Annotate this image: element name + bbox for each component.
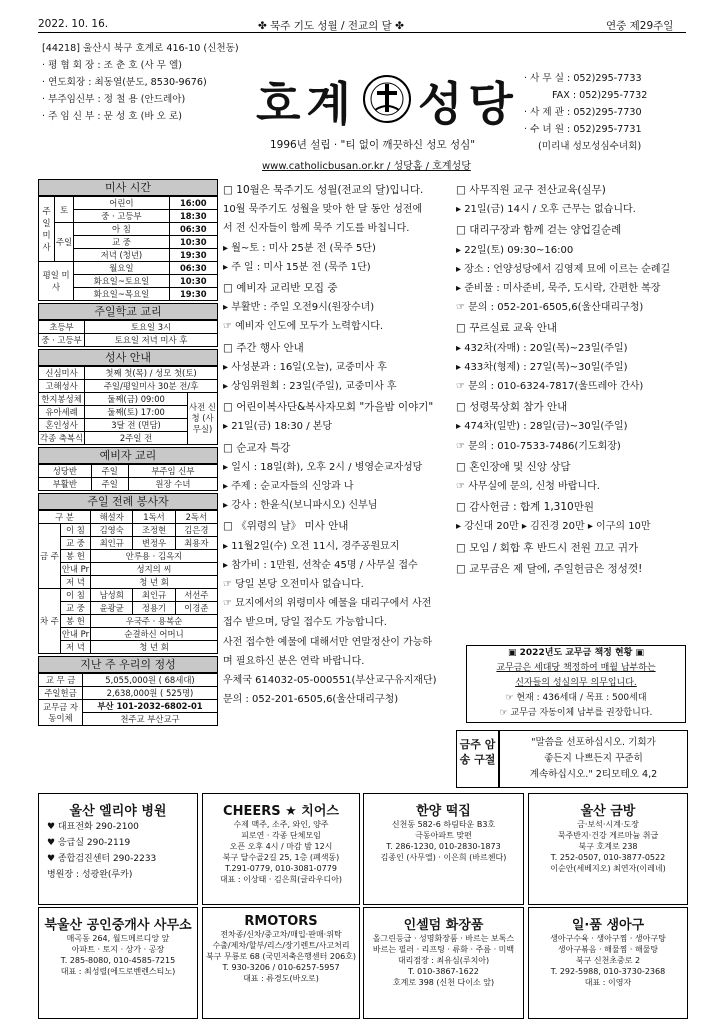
assistant-priest: · 부주임신부 : 정 철 용 (안드레아) xyxy=(42,94,186,105)
offering-title: 지난 주 우리의 정성 xyxy=(38,656,218,673)
mid-line: 며 필요하신 분은 연락 바랍니다. xyxy=(223,655,365,667)
ad-line: T. 292-5988, 010-3730-2368 xyxy=(550,967,666,976)
right-heading: □ 대리구장과 함께 걷는 양업길순례 xyxy=(456,224,622,237)
mid-heading: □ 어린이복사단&복사자모회 "가을밤 이야기" xyxy=(223,401,434,414)
ad-line: 바르는 필러 · 리프팅 · 류화 · 주름 · 미백 xyxy=(372,945,515,954)
right-line: ▸ 433차(형제) : 27일(목)~30일(주일) xyxy=(456,361,628,373)
mid-heading: □ 주간 행사 안내 xyxy=(223,341,304,354)
ad-box xyxy=(363,907,524,1019)
ad-line: 묵주반지·건강 게르마늄 취급 xyxy=(557,831,659,840)
right-heading: □ 사무직원 교구 전산교육(실무) xyxy=(456,184,606,196)
ad-box xyxy=(38,907,198,1019)
mid-line: ▸ 11월2일(수) 오전 11시, 경주공원묘지 xyxy=(223,540,400,552)
mid-line: 사전 접수한 예물에 대해서만 연말정산이 가능하 xyxy=(223,636,433,648)
mass-times-title: 미사 시간 xyxy=(38,179,218,196)
mid-line: 10월 묵주기도 성월을 맞아 한 달 동안 성전에 xyxy=(223,204,423,216)
ad-line: 수출/제차/할부/리스/장기렌트/사고처리 xyxy=(212,941,350,950)
ad-line: T. 286-1230, 010-2830-1873 xyxy=(386,842,501,851)
title-hogye: 호계 xyxy=(256,77,357,131)
header-contacts-left xyxy=(42,40,239,125)
sunday-school-title: 주일학교 교리 xyxy=(38,303,218,320)
right-line: ☞ 사무실에 문의, 신청 바랍니다. xyxy=(456,481,600,493)
ad-line: 북구 달수골2길 25, 1층 (폐색동) xyxy=(222,853,340,862)
mid-line: 접수 받으며, 당일 접수도 가능합니다. xyxy=(223,617,387,629)
website-link[interactable]: www.catholicbusan.or.kr / 성당홈 / 호계성당 xyxy=(262,161,471,172)
mid-line: 문의 : 052-201-6505,6(울산대리구청) xyxy=(223,694,399,706)
yeondo-president: · 연도회장 : 최동열(분도, 8530-9676) xyxy=(42,77,207,88)
catechumen-table: 성당반 주일 부주임 신부 부활반 주일 원장 수녀 xyxy=(38,464,218,491)
ad-line: 병원장 : 성광완(루카) xyxy=(47,870,133,880)
mid-line: ▸ 일시 : 18일(화), 오후 2시 / 병영순교자성당 xyxy=(223,461,423,473)
header-contacts-right xyxy=(524,70,647,155)
right-line: ▸ 장소 : 언양성당에서 김영제 묘에 이르는 순례길 xyxy=(456,263,671,275)
mid-line: ▸ 사성분과 : 16일(오늘), 교중미사 후 xyxy=(223,361,387,373)
ad-line: T. 285-8080, 010-4585-7215 xyxy=(60,956,176,965)
mid-line: ▸ 참가비 : 1만원, 선착순 45명 / 사무실 접수 xyxy=(223,559,418,571)
right-line: ▸ 강신대 20만 ▸ 김진경 20만 ▸ 이구의 10만 xyxy=(456,521,651,533)
title-seongdang: 성당 xyxy=(418,77,519,131)
offering-table: 교 무 금 5,055,000원 ( 68세대) 주일헌금 2,638,000원 ( 525명) 교무금 자동이체 부산 101-2032-6802-01 천주교 부산교구 xyxy=(38,673,218,726)
ad-line: ♥ 대표전화 290-2100 xyxy=(47,822,139,832)
convent-phone: · 수 녀 원 : 052)295-7731 xyxy=(524,124,642,135)
mid-line: 우체국 614032-05-000551(부산교구유지재단) xyxy=(223,675,437,687)
middle-column xyxy=(223,181,455,709)
mid-line: ▸ 주제 : 순교자들의 신앙과 나 xyxy=(223,481,354,493)
top-rule xyxy=(38,32,686,33)
parish-emblem-icon xyxy=(362,74,412,124)
ad-line: T.291-0779, 010-3081-0779 xyxy=(225,864,337,873)
ad-box xyxy=(202,907,360,1019)
ad-line: T. 930-3206 / 010-6257-5957 xyxy=(222,963,340,972)
ad-line: 대표 : 이영자 xyxy=(584,978,632,987)
established: 1996년 설립 · "티 없이 깨끗하신 성모 성심" xyxy=(270,139,476,151)
ad-line: 대표 : 류경도(바오로) xyxy=(243,974,319,983)
left-column xyxy=(38,179,218,726)
mid-line: ▸ 부활반 : 주일 오전9시(원장수녀) xyxy=(223,302,375,314)
ad-line: 김종인 (사무엘) · 이은희 (바르첸다) xyxy=(380,853,507,862)
ad-line: 전차종/신차/중고차/매입·판매·위탁 xyxy=(220,930,342,939)
mid-line: ▸ 월~토 : 미사 25분 전 (묵주 5단) xyxy=(223,242,376,254)
ad-line: 신천동 582-6 하림타운 B3호 xyxy=(391,820,496,829)
ad-box xyxy=(202,793,360,905)
ad-title: 인셀덤 화장품 xyxy=(403,918,484,933)
right-heading: □ 성령묵상회 참가 안내 xyxy=(456,401,568,414)
right-line: ▸ 21일(금) 14시 / 오후 근무는 없습니다. xyxy=(456,204,636,216)
monthly-theme: ✤ 묵주 기도 성월 / 전교의 달 ✤ xyxy=(258,20,404,32)
ad-line: T. 252-0507, 010-3877-0522 xyxy=(550,853,666,862)
right-heading: □ 감사헌금 : 합계 1,310만원 xyxy=(456,501,595,514)
ad-title: 북울산 공인중개사 사무소 xyxy=(44,918,192,933)
ad-title: 한양 떡집 xyxy=(416,804,471,819)
council-president: · 평 협 회 장 : 조 춘 호 (사 무 엘) xyxy=(42,60,182,71)
ad-line: 북구 신천초중로 2 xyxy=(575,956,641,965)
liturgy-servers-table: 구 분 해설자 1독서 2독서 금 주 이 침 김영숙 조정현 김은경 교 중 최인규 변정우 최용자 봉 헌 안루용 · 김옥지 안내 Pr 성지의 씨 저 녁 청 년 회 차 주 이 침 남성희 최인규 서선주 교 중 윤광균 정용기 이경준 봉 헌 우국주 · 용복순 안내 Pr 순결하신 어머니 저 녁 청 년 회 xyxy=(38,510,218,654)
catechumen-title: 예비자 교리 xyxy=(38,447,218,464)
mid-line: ▸ 강사 : 한윤식(보니파시오) 신부님 xyxy=(223,500,378,512)
fax: FAX : 052)295-7732 xyxy=(552,90,648,101)
mid-heading: □ 순교자 특강 xyxy=(223,441,291,454)
ad-line: 생아구볶음 · 해물찜 · 해물탕 xyxy=(557,945,659,954)
mid-line: 서 전 신자들이 함께 묵주 기도를 바칩니다. xyxy=(223,223,410,235)
sunday-school-table: 초등부 토요일 3시 중 · 고등부 토요일 저녁 미사 후 xyxy=(38,320,218,347)
right-line: ▸ 준비물 : 미사준비, 묵주, 도시락, 간편한 복장 xyxy=(456,283,661,295)
liturgy-servers-title: 주일 전례 봉사자 xyxy=(38,493,218,510)
ad-box xyxy=(38,793,198,905)
mid-line: ☞ 예비자 인도에 모두가 노력합시다. xyxy=(223,321,384,333)
mid-line: ▸ 주 일 : 미사 15분 전 (묵주 1단) xyxy=(223,261,371,273)
right-heading: □ 교무금은 제 달에, 주일헌금은 정성껏! xyxy=(456,562,643,575)
ad-line: 생아구수육 · 생아구찜 · 생아구탕 xyxy=(550,934,666,943)
verse-label: 금주 암송 구절 xyxy=(456,730,499,788)
sacraments-table: 신심미사 첫째 첫(목) / 성모 첫(토) 고해성사 주일/평일미사 30분 전/후 한지봉성체 둘째(금) 09:00 사전 신청 (사무실) 유아세례 둘째(토) 17:00 혼인성사 3달 전 (면담) 각종 축복식 2주일 전 xyxy=(40,368,216,443)
ad-line: 매곡동 264, 월드메르디앙 앞 xyxy=(66,934,170,943)
ad-line: 대표 : 최성렬(에드로벤렌스티노) xyxy=(60,967,176,976)
mid-line: ▸ 상임위원회 : 23일(주일), 교중미사 후 xyxy=(223,381,397,393)
ad-line: 피로연 · 각종 단체모임 xyxy=(241,831,321,840)
mid-line: ☞ 묘지에서의 위령미사 예물을 대리구에서 사전 xyxy=(223,598,432,610)
ad-line: 수제 맥주, 소주, 와인, 양주 xyxy=(233,820,329,829)
weekly-verse: "말씀을 선포하십시오. 기회가 좋든지 나쁘든지 꾸준히 계속하십시오." 2티모테오 4,2 xyxy=(499,730,688,788)
ad-line: 극동아파트 맞편 xyxy=(415,831,472,840)
liturgical-week: 연중 제29주일 xyxy=(606,20,674,32)
ad-title: 울산 엘리야 병원 xyxy=(69,804,167,819)
ad-box xyxy=(363,793,524,905)
mass-group-sunday: 주일 미사 xyxy=(39,197,55,262)
ad-line: 호계로 398 (신천 다이소 앞) xyxy=(392,978,495,987)
mid-heading: □ 예비자 교리반 모집 중 xyxy=(223,282,338,295)
right-heading: □ 혼인장애 및 신앙 상담 xyxy=(456,460,571,473)
right-line: ▸ 432차(자매) : 20일(목)~23일(주일) xyxy=(456,342,628,354)
right-line: ☞ 문의 : 052-201-6505,6(울산대리구청) xyxy=(456,302,644,314)
mid-heading: □ 《위령의 날》 미사 안내 xyxy=(223,520,349,533)
ad-line: ♥ 응급실 290-2119 xyxy=(47,838,131,848)
right-line: ▸ 474차(일반) : 28일(금)~30일(주일) xyxy=(456,421,628,433)
mid-line: ☞ 당일 본당 오전미사 없습니다. xyxy=(223,579,364,591)
pastor: · 주 임 신 부 : 문 성 호 (바 오 로) xyxy=(42,111,182,122)
tithe-notice-box: ▣ 2022년도 교무금 책정 현황 ▣ 교무금은 세대당 책정하여 매월 납부하는 신자들의 성실의무 의무입니다. ☞ 현재 : 436세대 / 목표 : 500세대 ☞ 교무금 자동이체 납부를 권장합니다. xyxy=(466,645,686,723)
ad-line: 북구 호계로 238 xyxy=(578,842,638,851)
convent-name: (미리내 성모성심수녀회) xyxy=(538,141,642,152)
ad-line: 대리점장 : 최유심(루치아) xyxy=(397,956,490,965)
rectory-phone: · 사 제 관 : 052)295-7730 xyxy=(524,107,642,118)
ad-title: CHEERS ★ 치어스 xyxy=(223,804,339,819)
issue-date: 2022. 10. 16. xyxy=(38,18,109,30)
ad-title: RMOTORS xyxy=(244,914,318,929)
sacraments-title: 성사 안내 xyxy=(38,349,218,366)
ad-line: 북구 무룡로 68 (국민저축은행센터 206호) xyxy=(205,952,357,961)
ad-box xyxy=(528,907,688,1019)
ad-line: 오픈 오후 4시 / 마감 밤 12시 xyxy=(229,842,333,851)
ad-box xyxy=(528,793,688,905)
right-column xyxy=(456,181,688,579)
right-line: ▸ 22일(토) 09:30~16:00 xyxy=(456,244,574,256)
address: [44218] 울산시 북구 호계로 416-10 (신천동) xyxy=(42,43,239,54)
right-line: ☞ 문의 : 010-6324-7817(울뜨레아 간사) xyxy=(456,381,644,393)
ad-title: 울산 금방 xyxy=(580,804,636,819)
ad-line: 대표 : 이상태 · 김은희(글라우디아) xyxy=(219,875,343,884)
mid-heading: □ 10월은 묵주기도 성월(전교의 달)입니다. xyxy=(223,184,424,196)
ad-line: 이순안(세베지오) 최연자(이레네) xyxy=(550,864,666,873)
office-phone: · 사 무 실 : 052)295-7733 xyxy=(524,73,642,84)
ad-line: 아파트 · 토지 · 상가 · 공장 xyxy=(71,945,165,954)
ad-title: 일·품 생아구 xyxy=(571,918,645,933)
ad-line: ♥ 종합검진센터 290-2233 xyxy=(47,854,157,864)
ad-line: T. 010-3867-1622 xyxy=(408,967,479,976)
mid-line: ▸ 21일(금) 18:30 / 본당 xyxy=(223,421,333,433)
right-heading: □ 모임 / 회합 후 반드시 전원 끄고 귀가 xyxy=(456,541,639,554)
mass-times-table: 주일 미사 토 어린이 16:00 중 · 고등부 18:30 주일 아 침 06:30 교 중 10:30 저녁 (청년) 19:30 평일 미사 월요일 06:30 화요일~토요일 10:30 화요일~목요일 19:30 xyxy=(38,196,218,301)
ad-line: 올그린등급 · 성명화장품 · 바르는 보톡스 xyxy=(372,934,515,943)
right-line: ☞ 문의 : 010-7533-7486(기도회장) xyxy=(456,440,621,452)
ad-line: 금·보석·시계·도장 xyxy=(577,820,639,829)
right-heading: □ 꾸르실료 교육 안내 xyxy=(456,322,558,335)
